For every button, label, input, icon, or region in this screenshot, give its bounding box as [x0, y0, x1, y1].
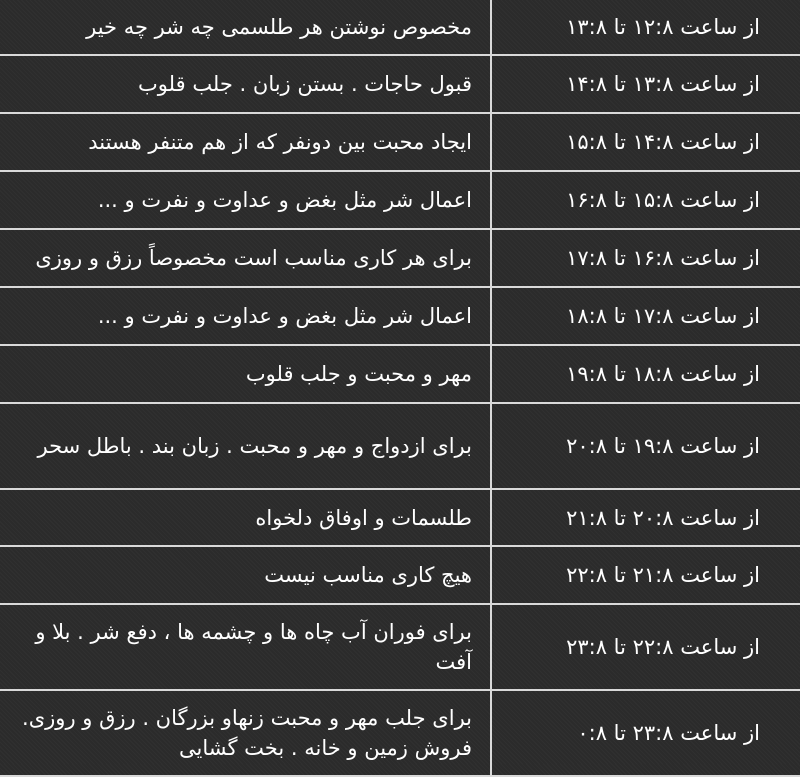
description-cell: مخصوص نوشتن هر طلسمی چه شر چه خیر — [86, 15, 472, 39]
description-cell: برای جلب مهر و محبت زنهاو بزرگان . رزق و روزی. فروش زمین و خانه . بخت گشایی — [22, 706, 472, 760]
table-row — [0, 0, 800, 56]
time-range-cell: از ساعت ۱۸:۸ تا ۱۹:۸ — [566, 362, 760, 386]
column-divider — [490, 114, 492, 170]
time-range-cell: از ساعت ۲۰:۸ تا ۲۱:۸ — [566, 505, 760, 530]
description-cell: قبول حاجات . بستن زبان . جلب قلوب — [138, 72, 472, 96]
description-cell: طلسمات و اوفاق دلخواه — [255, 505, 472, 530]
column-divider — [490, 547, 492, 603]
time-range-cell: از ساعت ۱۹:۸ تا ۲۰:۸ — [566, 434, 760, 458]
column-divider — [490, 288, 492, 344]
time-range-cell: از ساعت ۱۳:۸ تا ۱۴:۸ — [566, 72, 760, 96]
column-divider — [490, 404, 492, 488]
table-row — [0, 490, 800, 547]
description-cell: ایجاد محبت بین دونفر که از هم متنفر هستند — [88, 130, 472, 154]
time-range-cell: از ساعت ۱۲:۸ تا ۱۳:۸ — [566, 15, 760, 39]
table-row — [0, 230, 800, 288]
column-divider — [490, 56, 492, 112]
time-range-cell: از ساعت ۱۶:۸ تا ۱۷:۸ — [566, 246, 760, 270]
time-range-cell: از ساعت ۱۵:۸ تا ۱۶:۸ — [566, 188, 760, 212]
description-cell: مهر و محبت و جلب قلوب — [245, 362, 472, 386]
column-divider — [490, 605, 492, 689]
description-cell: برای فوران آب چاه ها و چشمه ها ، دفع شر . بلا و آفت — [35, 620, 472, 674]
column-divider — [490, 691, 492, 775]
table-row — [0, 346, 800, 404]
table-row — [0, 114, 800, 172]
time-range-cell: از ساعت ۲۳:۸ تا ۰:۸ — [577, 721, 760, 745]
table-row — [0, 172, 800, 230]
column-divider — [490, 490, 492, 545]
table-row — [0, 605, 800, 691]
column-divider — [490, 230, 492, 286]
table-row — [0, 288, 800, 346]
description-cell: اعمال شر مثل بغض و عداوت و نفرت و ... — [97, 188, 472, 212]
description-cell: برای ازدواج و مهر و محبت . زبان بند . باطل سحر — [37, 434, 472, 458]
description-cell: برای هر کاری مناسب است مخصوصاً رزق و روزی — [35, 246, 472, 270]
description-cell: هیچ کاری مناسب نیست — [264, 563, 472, 587]
table-row — [0, 56, 800, 114]
time-range-cell: از ساعت ۲۲:۸ تا ۲۳:۸ — [566, 635, 760, 659]
table-row — [0, 691, 800, 777]
time-range-cell: از ساعت ۱۴:۸ تا ۱۵:۸ — [566, 130, 760, 154]
table-row — [0, 404, 800, 490]
time-range-cell: از ساعت ۱۷:۸ تا ۱۸:۸ — [566, 304, 760, 328]
table-row — [0, 547, 800, 605]
column-divider — [490, 346, 492, 402]
column-divider — [490, 172, 492, 228]
column-divider — [490, 0, 492, 54]
time-range-cell: از ساعت ۲۱:۸ تا ۲۲:۸ — [566, 563, 760, 587]
description-cell: اعمال شر مثل بغض و عداوت و نفرت و ... — [97, 304, 472, 328]
